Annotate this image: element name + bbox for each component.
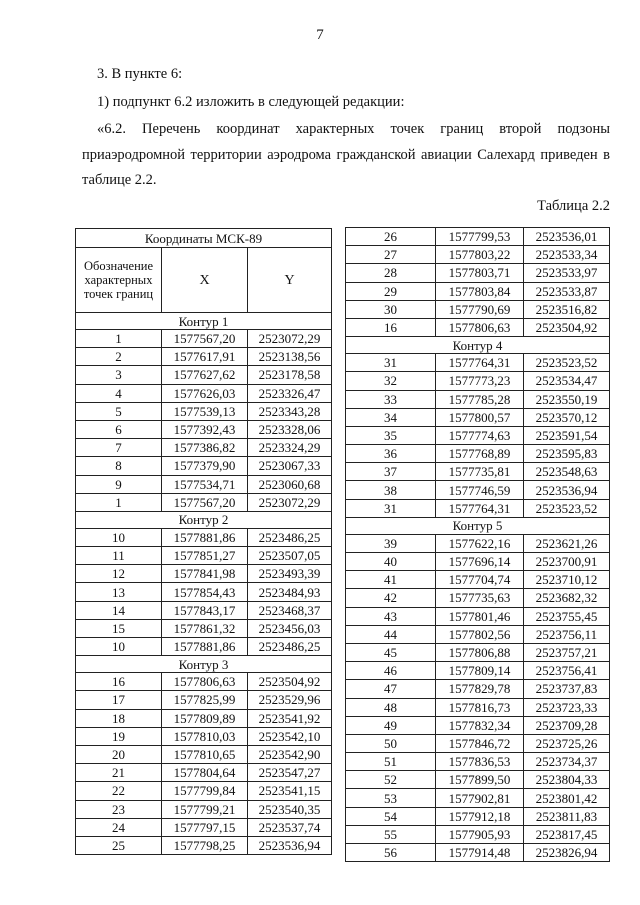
x-coordinate-cell: 1577902,81 (436, 789, 524, 807)
x-coordinate-cell: 1577802,56 (436, 625, 524, 643)
point-number-cell: 41 (346, 571, 436, 589)
x-coordinate-cell: 1577829,78 (436, 680, 524, 698)
table-row (346, 228, 610, 246)
y-coordinate-cell: 2523529,96 (248, 691, 332, 709)
x-coordinate-cell: 1577836,53 (436, 753, 524, 771)
coordinates-table-right (345, 227, 610, 862)
y-coordinate-cell: 2523484,93 (248, 583, 332, 601)
paragraph-subitem-1: 1) подпункт 6.2 изложить в следующей редакции: (97, 94, 405, 110)
section-title: Контур 2 (76, 511, 332, 528)
table-row (76, 836, 332, 854)
point-number-cell: 10 (76, 528, 162, 546)
point-number-cell: 22 (76, 782, 162, 800)
point-number-cell: 48 (346, 698, 436, 716)
y-coordinate-cell: 2523757,21 (524, 643, 610, 661)
point-number-cell: 19 (76, 727, 162, 745)
table-row (346, 499, 610, 517)
x-coordinate-cell: 1577797,15 (162, 818, 248, 836)
x-coordinate-cell: 1577539,13 (162, 402, 248, 420)
y-coordinate-cell: 2523542,90 (248, 745, 332, 763)
y-coordinate-cell: 2523540,35 (248, 800, 332, 818)
x-coordinate-cell: 1577386,82 (162, 439, 248, 457)
point-number-cell: 3 (76, 366, 162, 384)
table-row (76, 619, 332, 637)
x-coordinate-cell: 1577806,63 (436, 318, 524, 336)
y-coordinate-cell: 2523756,11 (524, 625, 610, 643)
section-title: Контур 5 (346, 517, 610, 534)
table-row (76, 528, 332, 546)
point-number-cell: 38 (346, 481, 436, 499)
x-coordinate-cell: 1577846,72 (436, 734, 524, 752)
section-row (346, 337, 610, 354)
x-coordinate-cell: 1577881,86 (162, 528, 248, 546)
table-row (346, 589, 610, 607)
table-row (76, 764, 332, 782)
point-number-cell: 23 (76, 800, 162, 818)
y-coordinate-cell: 2523328,06 (248, 420, 332, 438)
x-coordinate-cell: 1577768,89 (436, 445, 524, 463)
y-coordinate-cell: 2523504,92 (524, 318, 610, 336)
y-coordinate-cell: 2523533,87 (524, 282, 610, 300)
table-row (346, 698, 610, 716)
table-row (76, 782, 332, 800)
table-row (76, 800, 332, 818)
point-number-cell: 45 (346, 643, 436, 661)
x-coordinate-cell: 1577881,86 (162, 638, 248, 656)
x-coordinate-cell: 1577534,71 (162, 475, 248, 493)
y-coordinate-cell: 2523533,34 (524, 246, 610, 264)
x-coordinate-cell: 1577790,69 (436, 300, 524, 318)
y-coordinate-cell: 2523541,15 (248, 782, 332, 800)
section-title: Контур 1 (76, 313, 332, 330)
point-number-cell: 35 (346, 426, 436, 444)
y-coordinate-cell: 2523072,29 (248, 330, 332, 348)
x-coordinate-cell: 1577735,63 (436, 589, 524, 607)
x-coordinate-cell: 1577798,25 (162, 836, 248, 854)
x-coordinate-cell: 1577861,32 (162, 619, 248, 637)
paragraph-item-3: 3. В пункте 6: (97, 66, 183, 82)
table-row (346, 264, 610, 282)
coordinates-table-left (75, 228, 332, 855)
table-row (346, 372, 610, 390)
x-coordinate-cell: 1577764,31 (436, 499, 524, 517)
x-coordinate-cell: 1577627,62 (162, 366, 248, 384)
table-row (76, 475, 332, 493)
x-coordinate-cell: 1577567,20 (162, 330, 248, 348)
point-number-cell: 6 (76, 420, 162, 438)
point-number-cell: 40 (346, 553, 436, 571)
y-coordinate-cell: 2523468,37 (248, 601, 332, 619)
table-row (76, 366, 332, 384)
y-coordinate-cell: 2523486,25 (248, 638, 332, 656)
y-coordinate-cell: 2523804,33 (524, 771, 610, 789)
x-coordinate-cell: 1577832,34 (436, 716, 524, 734)
x-coordinate-cell: 1577809,14 (436, 662, 524, 680)
point-number-cell: 29 (346, 282, 436, 300)
point-number-cell: 26 (346, 228, 436, 246)
table-row (76, 601, 332, 619)
point-number-cell: 21 (76, 764, 162, 782)
y-coordinate-cell: 2523682,32 (524, 589, 610, 607)
point-number-cell: 13 (76, 583, 162, 601)
y-coordinate-cell: 2523324,29 (248, 439, 332, 457)
paragraph-6-2-line-1: «6.2. Перечень координат характерных точек границ второй подзоны (97, 121, 610, 137)
x-coordinate-cell: 1577704,74 (436, 571, 524, 589)
y-coordinate-cell: 2523550,19 (524, 390, 610, 408)
point-number-cell: 44 (346, 625, 436, 643)
table-row (76, 402, 332, 420)
point-number-cell: 16 (346, 318, 436, 336)
table-title: Координаты МСК-89 (76, 229, 332, 248)
table-row (76, 348, 332, 366)
y-coordinate-cell: 2523725,26 (524, 734, 610, 752)
point-number-cell: 2 (76, 348, 162, 366)
y-coordinate-cell: 2523734,37 (524, 753, 610, 771)
point-number-cell: 43 (346, 607, 436, 625)
table-row (76, 565, 332, 583)
table-row (346, 300, 610, 318)
y-coordinate-cell: 2523591,54 (524, 426, 610, 444)
y-coordinate-cell: 2523621,26 (524, 534, 610, 552)
y-coordinate-cell: 2523756,41 (524, 662, 610, 680)
table-row (346, 534, 610, 552)
table-row (346, 282, 610, 300)
section-row (76, 511, 332, 528)
page-number: 7 (316, 27, 324, 43)
point-number-cell: 31 (346, 499, 436, 517)
table-row (76, 727, 332, 745)
table-row (76, 420, 332, 438)
x-coordinate-cell: 1577746,59 (436, 481, 524, 499)
x-coordinate-cell: 1577816,73 (436, 698, 524, 716)
point-number-cell: 53 (346, 789, 436, 807)
x-coordinate-cell: 1577773,23 (436, 372, 524, 390)
section-title: Контур 4 (346, 337, 610, 354)
section-row (76, 656, 332, 673)
table-row (346, 390, 610, 408)
y-coordinate-cell: 2523710,12 (524, 571, 610, 589)
table-row (346, 246, 610, 264)
x-coordinate-cell: 1577841,98 (162, 565, 248, 583)
point-number-cell: 18 (76, 709, 162, 727)
y-coordinate-cell: 2523595,83 (524, 445, 610, 463)
table-row (76, 673, 332, 691)
table-row (346, 571, 610, 589)
y-coordinate-cell: 2523536,01 (524, 228, 610, 246)
table-row (76, 547, 332, 565)
x-coordinate-cell: 1577854,43 (162, 583, 248, 601)
point-number-cell: 49 (346, 716, 436, 734)
y-coordinate-cell: 2523547,27 (248, 764, 332, 782)
x-coordinate-cell: 1577799,21 (162, 800, 248, 818)
x-coordinate-cell: 1577899,50 (436, 771, 524, 789)
y-coordinate-cell: 2523817,45 (524, 825, 610, 843)
y-coordinate-cell: 2523507,05 (248, 547, 332, 565)
section-title: Контур 3 (76, 656, 332, 673)
y-coordinate-cell: 2523326,47 (248, 384, 332, 402)
point-number-cell: 20 (76, 745, 162, 763)
table-row (76, 818, 332, 836)
point-number-cell: 28 (346, 264, 436, 282)
point-number-cell: 36 (346, 445, 436, 463)
table-row (76, 691, 332, 709)
y-coordinate-cell: 2523755,45 (524, 607, 610, 625)
y-coordinate-cell: 2523523,52 (524, 499, 610, 517)
y-coordinate-cell: 2523060,68 (248, 475, 332, 493)
x-coordinate-cell: 1577392,43 (162, 420, 248, 438)
x-coordinate-cell: 1577800,57 (436, 408, 524, 426)
table-row (346, 680, 610, 698)
x-coordinate-cell: 1577801,46 (436, 607, 524, 625)
x-coordinate-cell: 1577735,81 (436, 463, 524, 481)
x-coordinate-cell: 1577810,03 (162, 727, 248, 745)
y-coordinate-cell: 2523534,47 (524, 372, 610, 390)
table-row (346, 318, 610, 336)
point-number-cell: 1 (76, 330, 162, 348)
y-coordinate-cell: 2523537,74 (248, 818, 332, 836)
section-row (76, 313, 332, 330)
y-coordinate-cell: 2523541,92 (248, 709, 332, 727)
y-coordinate-cell: 2523700,91 (524, 553, 610, 571)
x-coordinate-cell: 1577825,99 (162, 691, 248, 709)
x-coordinate-cell: 1577809,89 (162, 709, 248, 727)
table-row (346, 753, 610, 771)
y-coordinate-cell: 2523570,12 (524, 408, 610, 426)
point-number-cell: 30 (346, 300, 436, 318)
y-coordinate-cell: 2523072,29 (248, 493, 332, 511)
point-number-cell: 4 (76, 384, 162, 402)
column-header-point: Обозначение характерных точек границ (76, 248, 162, 313)
point-number-cell: 34 (346, 408, 436, 426)
y-coordinate-cell: 2523523,52 (524, 354, 610, 372)
paragraph-6-2-line-2: приаэродромной территории аэродрома гражданской авиации Салехард приведен в (82, 147, 610, 163)
y-coordinate-cell: 2523536,94 (248, 836, 332, 854)
point-number-cell: 47 (346, 680, 436, 698)
column-header-y: Y (248, 248, 332, 313)
paragraph-6-2-line-3: таблице 2.2. (82, 172, 157, 188)
x-coordinate-cell: 1577810,65 (162, 745, 248, 763)
table-row (76, 709, 332, 727)
table-row (346, 553, 610, 571)
y-coordinate-cell: 2523067,33 (248, 457, 332, 475)
table-row (76, 638, 332, 656)
table-row (76, 384, 332, 402)
y-coordinate-cell: 2523542,10 (248, 727, 332, 745)
y-coordinate-cell: 2523456,03 (248, 619, 332, 637)
table-caption: Таблица 2.2 (537, 198, 610, 214)
y-coordinate-cell: 2523504,92 (248, 673, 332, 691)
point-number-cell: 24 (76, 818, 162, 836)
x-coordinate-cell: 1577379,90 (162, 457, 248, 475)
point-number-cell: 27 (346, 246, 436, 264)
point-number-cell: 50 (346, 734, 436, 752)
point-number-cell: 15 (76, 619, 162, 637)
table-row (346, 481, 610, 499)
y-coordinate-cell: 2523343,28 (248, 402, 332, 420)
x-coordinate-cell: 1577914,48 (436, 844, 524, 862)
y-coordinate-cell: 2523178,58 (248, 366, 332, 384)
y-coordinate-cell: 2523723,33 (524, 698, 610, 716)
x-coordinate-cell: 1577799,53 (436, 228, 524, 246)
point-number-cell: 16 (76, 673, 162, 691)
table-row (346, 445, 610, 463)
point-number-cell: 46 (346, 662, 436, 680)
table-row (346, 643, 610, 661)
point-number-cell: 42 (346, 589, 436, 607)
point-number-cell: 32 (346, 372, 436, 390)
x-coordinate-cell: 1577785,28 (436, 390, 524, 408)
point-number-cell: 5 (76, 402, 162, 420)
x-coordinate-cell: 1577803,22 (436, 246, 524, 264)
point-number-cell: 56 (346, 844, 436, 862)
y-coordinate-cell: 2523801,42 (524, 789, 610, 807)
x-coordinate-cell: 1577912,18 (436, 807, 524, 825)
x-coordinate-cell: 1577803,71 (436, 264, 524, 282)
x-coordinate-cell: 1577806,63 (162, 673, 248, 691)
table-row (346, 408, 610, 426)
point-number-cell: 52 (346, 771, 436, 789)
x-coordinate-cell: 1577803,84 (436, 282, 524, 300)
table-row (346, 734, 610, 752)
table-row (346, 625, 610, 643)
table-row (346, 771, 610, 789)
table-row (346, 607, 610, 625)
point-number-cell: 54 (346, 807, 436, 825)
x-coordinate-cell: 1577851,27 (162, 547, 248, 565)
point-number-cell: 39 (346, 534, 436, 552)
point-number-cell: 9 (76, 475, 162, 493)
y-coordinate-cell: 2523516,82 (524, 300, 610, 318)
x-coordinate-cell: 1577567,20 (162, 493, 248, 511)
x-coordinate-cell: 1577843,17 (162, 601, 248, 619)
y-coordinate-cell: 2523548,63 (524, 463, 610, 481)
table-row (346, 662, 610, 680)
y-coordinate-cell: 2523138,56 (248, 348, 332, 366)
section-row (346, 517, 610, 534)
table-row (346, 807, 610, 825)
table-row (76, 439, 332, 457)
point-number-cell: 14 (76, 601, 162, 619)
point-number-cell: 10 (76, 638, 162, 656)
column-header-x: X (162, 248, 248, 313)
x-coordinate-cell: 1577617,91 (162, 348, 248, 366)
table-row (76, 457, 332, 475)
point-number-cell: 31 (346, 354, 436, 372)
point-number-cell: 11 (76, 547, 162, 565)
x-coordinate-cell: 1577905,93 (436, 825, 524, 843)
y-coordinate-cell: 2523811,83 (524, 807, 610, 825)
y-coordinate-cell: 2523737,83 (524, 680, 610, 698)
table-row (346, 844, 610, 862)
table-row (346, 354, 610, 372)
x-coordinate-cell: 1577696,14 (436, 553, 524, 571)
y-coordinate-cell: 2523709,28 (524, 716, 610, 734)
left-table-body (76, 313, 332, 855)
point-number-cell: 37 (346, 463, 436, 481)
table-row (76, 330, 332, 348)
table-row (346, 789, 610, 807)
table-row (76, 745, 332, 763)
table-row (346, 426, 610, 444)
point-number-cell: 1 (76, 493, 162, 511)
x-coordinate-cell: 1577806,88 (436, 643, 524, 661)
x-coordinate-cell: 1577804,64 (162, 764, 248, 782)
x-coordinate-cell: 1577622,16 (436, 534, 524, 552)
table-row (346, 825, 610, 843)
right-table-body (346, 228, 610, 862)
point-number-cell: 51 (346, 753, 436, 771)
x-coordinate-cell: 1577626,03 (162, 384, 248, 402)
y-coordinate-cell: 2523536,94 (524, 481, 610, 499)
point-number-cell: 8 (76, 457, 162, 475)
point-number-cell: 55 (346, 825, 436, 843)
point-number-cell: 12 (76, 565, 162, 583)
table-row (346, 463, 610, 481)
x-coordinate-cell: 1577799,84 (162, 782, 248, 800)
point-number-cell: 25 (76, 836, 162, 854)
table-row (76, 583, 332, 601)
x-coordinate-cell: 1577774,63 (436, 426, 524, 444)
table-row (346, 716, 610, 734)
table-row (76, 493, 332, 511)
point-number-cell: 33 (346, 390, 436, 408)
y-coordinate-cell: 2523533,97 (524, 264, 610, 282)
y-coordinate-cell: 2523493,39 (248, 565, 332, 583)
point-number-cell: 17 (76, 691, 162, 709)
y-coordinate-cell: 2523486,25 (248, 528, 332, 546)
point-number-cell: 7 (76, 439, 162, 457)
x-coordinate-cell: 1577764,31 (436, 354, 524, 372)
y-coordinate-cell: 2523826,94 (524, 844, 610, 862)
